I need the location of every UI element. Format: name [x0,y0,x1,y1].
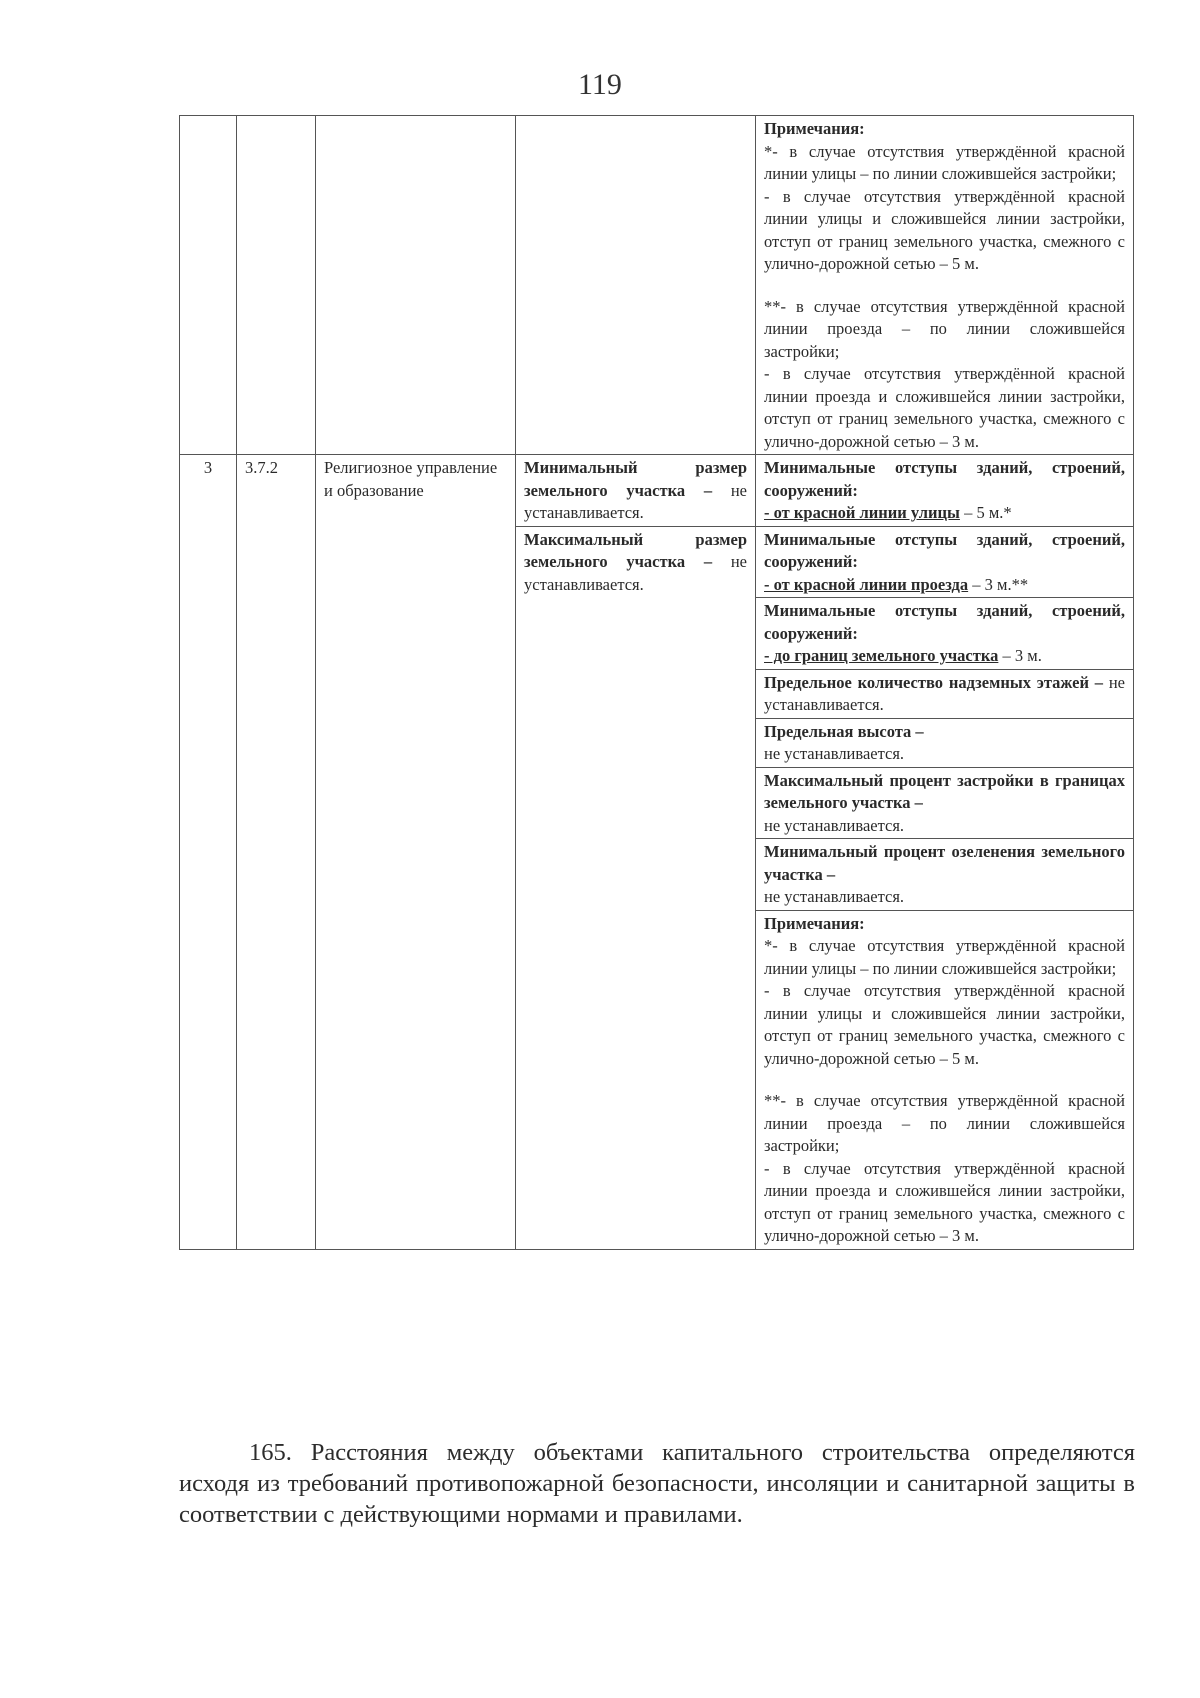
param-value: не устанавливается. [764,672,1125,714]
param-label: Минимальные отступы зданий, строений, сооружений: [764,458,1125,500]
max-plot-size [516,526,756,1249]
notes-heading: Примечания: [764,913,865,933]
param-floors [756,669,1134,718]
min-plot-size [516,455,756,527]
notes-cell [756,910,1134,1249]
param-label: Максимальный процент застройки в границах земельного участка – [764,770,1125,812]
param-setback-street [756,455,1134,527]
param-green-percent [756,839,1134,911]
param-label: Предельное количество надземных этажей – [764,672,1104,692]
note-line: - в случае отсутствия утверждённой красной линии улицы и сложившейся линии застройки, отступ от границ земельного участка, смежного с улично-дорожной сетью – 5 м. [764,981,1125,1068]
param-value: не устанавливается. [764,744,905,763]
note-line: *- в случае отсутствия утверждённой красной линии улицы – по линии сложившейся застройки; [764,141,1125,183]
param-setback-passage [756,526,1134,598]
param-line: - до границ земельного участка [764,646,999,665]
max-plot-size-label: Максимальный размер земельного участка – [524,529,747,571]
row-number: 3 [180,455,237,1250]
max-plot-size-value: не устанавливается. [524,552,747,594]
param-label: Предельная высота – [764,721,924,741]
cell-empty [180,116,237,455]
param-build-percent [756,767,1134,839]
param-label: Минимальные отступы зданий, строений, сооружений: [764,601,1125,643]
activity-name: Религиозное управление и образование [316,455,516,1250]
param-height [756,718,1134,767]
min-plot-size-value: не устанавливается. [524,480,747,522]
min-plot-size-label: Минимальный размер земельного участка – [524,458,747,500]
param-line: - от красной линии проезда [764,574,969,594]
param-value: не устанавливается. [764,815,905,835]
cell-empty [316,116,516,455]
param-label: Минимальный процент озеленения земельного участка – [764,842,1125,884]
note-line: - в случае отсутствия утверждённой красной линии проезда и сложившейся линии застройки, отступ от границ земельного участка, смежного с улично-дорожной сетью – 3 м. [764,364,1125,451]
notes-heading: Примечания: [764,119,865,138]
paragraph-text: 165. Расстояния между объектами капитального строительства определяются исходя из требований противопожарной безопасности, инсоляции и санитарной защиты в соответствии с действующими нормами и правилами. [179,1439,1135,1528]
param-line: - от красной линии улицы [764,503,960,522]
paragraph-165 [179,1437,1135,1530]
table-row [180,455,1134,527]
note-line: *- в случае отсутствия утверждённой красной линии улицы – по линии сложившейся застройки; [764,936,1125,978]
regulations-table [179,115,1134,1250]
param-value: – 5 м.* [959,503,1012,522]
note-line: - в случае отсутствия утверждённой красной линии проезда и сложившейся линии застройки, отступ от границ земельного участка, смежного с улично-дорожной сетью – 3 м. [764,1158,1125,1245]
param-value: не устанавливается. [764,887,905,906]
notes-cell [756,116,1134,455]
param-setback-boundary [756,598,1134,670]
param-value: – 3 м. [998,646,1042,665]
note-line: **- в случае отсутствия утверждённой красной линии проезда – по линии сложившейся застройки; [764,1091,1125,1155]
note-line: - в случае отсутствия утверждённой красной линии улицы и сложившейся линии застройки, отступ от границ земельного участка, смежного с улично-дорожной сетью – 5 м. [764,186,1125,273]
param-value: – 3 м.** [968,574,1029,594]
page-number: 119 [578,68,622,101]
param-label: Минимальные отступы зданий, строений, сооружений: [764,529,1125,571]
cell-empty [516,116,756,455]
activity-code: 3.7.2 [237,455,316,1250]
table-row-continuation [180,116,1134,455]
note-line: **- в случае отсутствия утверждённой красной линии проезда – по линии сложившейся застройки; [764,296,1125,361]
cell-empty [237,116,316,455]
